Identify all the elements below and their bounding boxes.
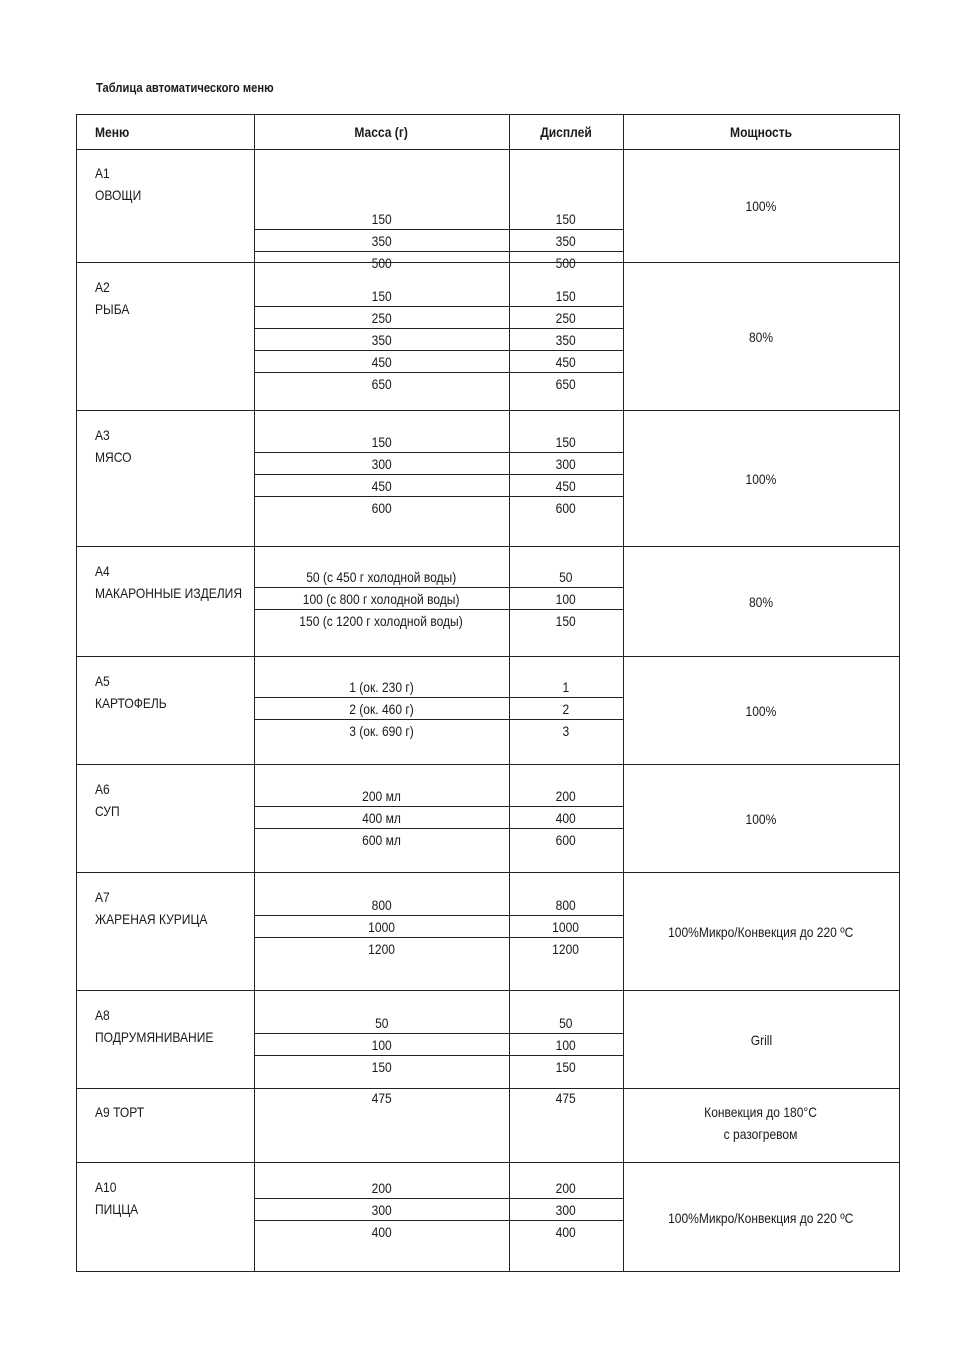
table-row — [254, 329, 623, 351]
mass-cell: 150 (с 1200 г холодной воды) — [299, 613, 464, 629]
mass-cell: 400 мл — [362, 810, 401, 826]
mass-cell: 500 — [371, 255, 392, 271]
power-cell: 100% — [745, 703, 777, 719]
mass-cell: 2 (ок. 460 г) — [349, 701, 414, 717]
table-row — [254, 1056, 623, 1078]
table-row — [254, 230, 623, 252]
table-row — [254, 208, 623, 230]
display-cell: 800 — [555, 897, 577, 913]
menu-name: ОВОЩИ — [95, 187, 142, 203]
mass-cell: 150 — [371, 1059, 392, 1075]
table-row — [254, 698, 623, 720]
power-cell: 100% — [745, 471, 777, 487]
display-cell: 1000 — [552, 919, 580, 935]
power-cell: 100%Микро/Конвекция до 220 ºC — [668, 924, 854, 940]
menu-group — [77, 411, 899, 547]
display-cell: 400 — [555, 810, 577, 826]
table-row — [254, 720, 623, 742]
mass-cell: 150 — [371, 211, 392, 227]
table-row — [254, 829, 623, 851]
table-row — [254, 894, 623, 916]
menu-group — [77, 991, 899, 1089]
display-cell: 2 — [562, 701, 570, 717]
table-row — [254, 373, 623, 395]
menu-name: ПИЦЦА — [95, 1201, 139, 1217]
menu-code: A4 — [95, 563, 110, 579]
header-power: Мощность — [729, 124, 792, 140]
display-cell: 150 — [555, 211, 577, 227]
menu-group — [77, 1089, 899, 1163]
mass-cell: 200 мл — [362, 788, 401, 804]
mass-cell: 300 — [371, 456, 392, 472]
menu-code: A6 — [95, 781, 110, 797]
table-row — [254, 938, 623, 960]
header-display: Дисплей — [540, 124, 592, 140]
table-row — [254, 610, 623, 632]
display-cell: 1 — [562, 679, 570, 695]
power-cell: Grill — [750, 1032, 772, 1048]
display-cell: 200 — [555, 1180, 577, 1196]
display-cell: 50 — [559, 1015, 573, 1031]
menu-code: A5 — [95, 673, 110, 689]
mass-cell: 50 (с 450 г холодной воды) — [306, 569, 457, 585]
mass-cell: 350 — [371, 233, 392, 249]
menu-name: РЫБА — [95, 301, 130, 317]
power-cell: 100% — [745, 198, 777, 214]
mass-cell: 450 — [371, 354, 392, 370]
mass-cell: 600 мл — [362, 832, 401, 848]
menu-code: A10 — [95, 1179, 117, 1195]
display-cell: 450 — [555, 354, 577, 370]
mass-cell: 3 (ок. 690 г) — [349, 723, 414, 739]
table-row — [254, 351, 623, 373]
mass-cell: 400 — [371, 1224, 392, 1240]
power-cell: 100% — [745, 811, 777, 827]
display-cell: 150 — [555, 288, 577, 304]
display-cell: 350 — [555, 332, 577, 348]
power-cell: 80% — [748, 329, 774, 345]
display-cell: 100 — [555, 1037, 577, 1053]
table-row — [254, 807, 623, 829]
table-row — [254, 285, 623, 307]
mass-cell: 1000 — [368, 919, 395, 935]
display-cell: 100 — [555, 591, 577, 607]
display-cell: 300 — [555, 1202, 577, 1218]
mass-cell: 800 — [371, 897, 392, 913]
menu-code: A3 — [95, 427, 110, 443]
display-cell: 150 — [555, 434, 577, 450]
menu-group — [77, 657, 899, 765]
mass-cell: 200 — [371, 1180, 392, 1196]
display-cell: 350 — [555, 233, 577, 249]
menu-code: A7 — [95, 889, 110, 905]
table-row — [254, 588, 623, 610]
page-title: Таблица автоматического меню — [96, 80, 274, 95]
table-row — [254, 453, 623, 475]
mass-cell: 300 — [371, 1202, 392, 1218]
display-cell: 250 — [555, 310, 577, 326]
menu-group — [77, 1163, 899, 1273]
menu-group — [77, 263, 899, 411]
menu-name: КАРТОФЕЛЬ — [95, 695, 167, 711]
menu-name: СУП — [95, 803, 120, 819]
menu-name: МАКАРОННЫЕ ИЗДЕЛИЯ — [95, 585, 243, 601]
menu-group — [77, 873, 899, 991]
table-row — [254, 916, 623, 938]
display-cell: 600 — [555, 832, 577, 848]
auto-menu-table — [76, 114, 900, 1272]
menu-code: A9 ТОРТ — [95, 1104, 145, 1120]
menu-group — [77, 765, 899, 873]
mass-cell: 50 — [374, 1015, 389, 1031]
table-row — [254, 1087, 623, 1109]
power-cell: 100%Микро/Конвекция до 220 ºC — [668, 1210, 854, 1226]
mass-cell: 150 — [371, 434, 392, 450]
display-cell: 1200 — [552, 941, 580, 957]
display-cell: 600 — [555, 500, 577, 516]
menu-group — [77, 149, 899, 271]
table-row — [254, 1221, 623, 1243]
display-cell: 650 — [555, 376, 577, 392]
power-cell: Конвекция до 180°C с разогревом — [704, 1104, 818, 1142]
table-row — [254, 785, 623, 807]
display-cell: 150 — [555, 613, 577, 629]
mass-cell: 350 — [371, 332, 392, 348]
display-cell: 500 — [555, 255, 577, 271]
mass-cell: 600 — [371, 500, 392, 516]
mass-cell: 1 (ок. 230 г) — [349, 679, 414, 695]
menu-group — [77, 547, 899, 657]
menu-code: A2 — [95, 279, 110, 295]
table-row — [254, 475, 623, 497]
display-cell: 450 — [555, 478, 577, 494]
mass-cell: 250 — [371, 310, 392, 326]
display-cell: 200 — [555, 788, 577, 804]
menu-code: A8 — [95, 1007, 110, 1023]
table-row — [254, 1199, 623, 1221]
display-cell: 475 — [555, 1090, 577, 1106]
table-row — [254, 1012, 623, 1034]
mass-cell: 475 — [371, 1090, 392, 1106]
mass-cell: 1200 — [368, 941, 395, 957]
table-header-row — [77, 115, 899, 150]
menu-name: ПОДРУМЯНИВАНИЕ — [95, 1029, 214, 1045]
mass-cell: 100 (с 800 г холодной воды) — [303, 591, 460, 607]
table-row — [254, 676, 623, 698]
table-row — [254, 1034, 623, 1056]
mass-cell: 100 — [371, 1037, 392, 1053]
table-row — [254, 1177, 623, 1199]
power-cell: 80% — [748, 594, 774, 610]
header-menu: Меню — [95, 124, 130, 140]
mass-cell: 450 — [371, 478, 392, 494]
menu-name: ЖАРЕНАЯ КУРИЦА — [95, 911, 208, 927]
display-cell: 400 — [555, 1224, 577, 1240]
display-cell: 300 — [555, 456, 577, 472]
display-cell: 3 — [562, 723, 570, 739]
display-cell: 50 — [559, 569, 573, 585]
menu-name: МЯСО — [95, 449, 132, 465]
mass-cell: 650 — [371, 376, 392, 392]
table-row — [254, 497, 623, 519]
table-row — [254, 431, 623, 453]
header-mass: Масса (г) — [354, 124, 409, 140]
menu-code: A1 — [95, 165, 110, 181]
mass-cell: 150 — [371, 288, 392, 304]
table-row — [254, 566, 623, 588]
display-cell: 150 — [555, 1059, 577, 1075]
table-row — [254, 307, 623, 329]
